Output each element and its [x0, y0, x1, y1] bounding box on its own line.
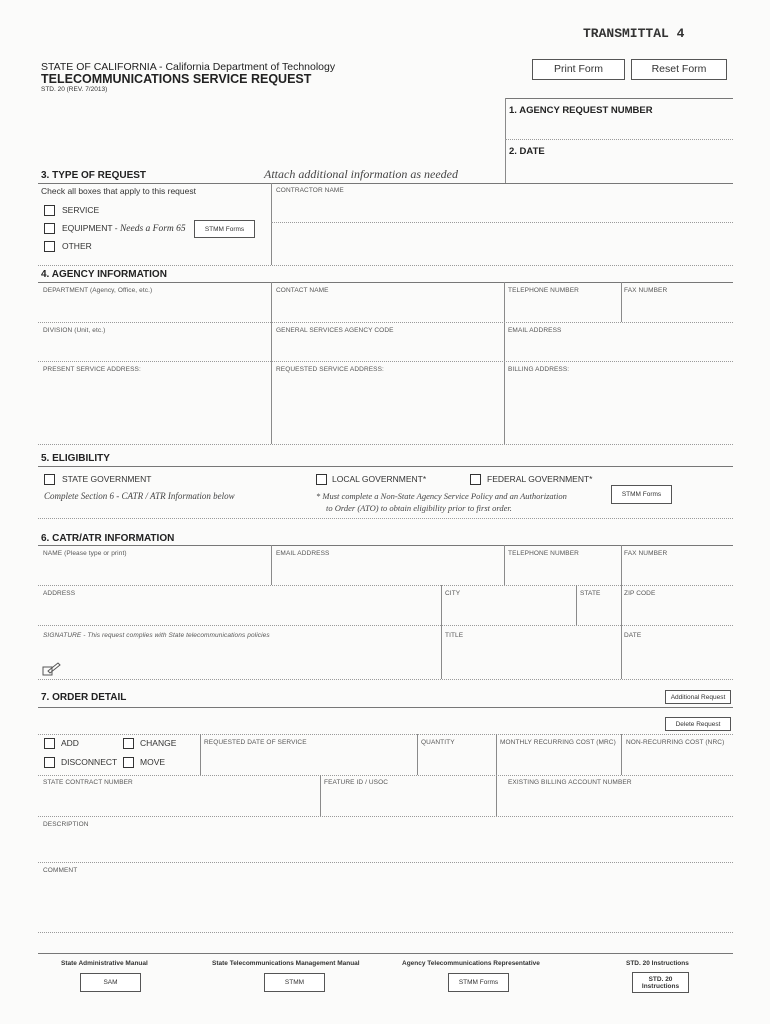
sam-button[interactable]: SAM: [80, 973, 141, 992]
add-checkbox[interactable]: [44, 738, 55, 749]
type-of-request-heading: 3. TYPE OF REQUEST: [41, 170, 147, 181]
reset-form-button[interactable]: Reset Form: [631, 59, 727, 80]
federal-government-checkbox[interactable]: [470, 474, 481, 485]
catr-zip-label: ZIP CODE: [624, 590, 656, 597]
comment-label: COMMENT: [43, 867, 78, 874]
service-checkbox[interactable]: [44, 205, 55, 216]
local-government-checkbox[interactable]: [316, 474, 327, 485]
std20-instructions-line1: STD. 20: [648, 975, 673, 983]
agency-info-heading: 4. AGENCY INFORMATION: [41, 269, 167, 280]
catr-heading: 6. CATR/ATR INFORMATION: [41, 533, 175, 544]
service-label: SERVICE: [62, 205, 100, 215]
present-address-label: PRESENT SERVICE ADDRESS:: [43, 366, 141, 373]
delete-request-button[interactable]: Delete Request: [665, 717, 731, 731]
local-government-label: LOCAL GOVERNMENT*: [332, 474, 427, 484]
department-label: DEPARTMENT (Agency, Office, etc.): [43, 287, 153, 294]
description-label: DESCRIPTION: [43, 821, 89, 828]
complete-section-note: Complete Section 6 - CATR / ATR Information below: [44, 491, 235, 501]
stmm-forms-button[interactable]: STMM Forms: [194, 220, 255, 238]
change-label: CHANGE: [140, 738, 177, 748]
catr-state-label: STATE: [580, 590, 601, 597]
catr-date-label: DATE: [624, 632, 642, 639]
rep-footer-label: Agency Telecommunications Representative: [402, 960, 540, 967]
disconnect-checkbox[interactable]: [44, 757, 55, 768]
gs-agency-code-label: GENERAL SERVICES AGENCY CODE: [276, 327, 394, 334]
stmm-button[interactable]: STMM: [264, 973, 325, 992]
quantity-label: QUANTITY: [421, 739, 455, 746]
state-government-checkbox[interactable]: [44, 474, 55, 485]
billing-address-label: BILLING ADDRESS:: [508, 366, 570, 373]
change-checkbox[interactable]: [123, 738, 134, 749]
mrc-label: MONTHLY RECURRING COST (MRC): [500, 739, 616, 746]
form-title: TELECOMMUNICATIONS SERVICE REQUEST: [41, 72, 312, 86]
eligibility-heading: 5. ELIGIBILITY: [41, 453, 110, 464]
agency-line: STATE OF CALIFORNIA - California Department of Technology: [41, 61, 336, 73]
additional-request-button[interactable]: Additional Request: [665, 690, 731, 704]
form-number: STD. 20 (REV. 7/2013): [41, 86, 108, 93]
move-label: MOVE: [140, 757, 166, 767]
contractor-name-label: CONTRACTOR NAME: [276, 187, 344, 194]
print-form-button[interactable]: Print Form: [532, 59, 625, 80]
equipment-label: [62, 223, 186, 234]
requested-address-label: REQUESTED SERVICE ADDRESS:: [276, 366, 384, 373]
feature-id-label: FEATURE ID / USOC: [324, 779, 389, 786]
catr-title-label: TITLE: [445, 632, 464, 639]
sam-footer-label: State Administrative Manual: [61, 960, 148, 967]
must-complete-note-2: to Order (ATO) to obtain eligibility prior to first order.: [326, 503, 512, 513]
equipment-text: EQUIPMENT -: [62, 223, 120, 233]
contact-name-label: CONTACT NAME: [276, 287, 329, 294]
requested-date-label: REQUESTED DATE OF SERVICE: [204, 739, 307, 746]
disconnect-label: DISCONNECT: [61, 757, 118, 767]
order-detail-heading: 7. ORDER DETAIL: [41, 692, 127, 703]
check-instruction: Check all boxes that apply to this request: [41, 186, 196, 196]
state-government-label: STATE GOVERNMENT: [62, 474, 152, 484]
other-checkbox[interactable]: [44, 241, 55, 252]
catr-name-label: NAME (Please type or print): [43, 550, 127, 557]
rep-stmm-forms-button[interactable]: STMM Forms: [448, 973, 509, 992]
std20-instructions-line2: Instructions: [641, 982, 680, 990]
catr-email-label: EMAIL ADDRESS: [276, 550, 330, 557]
equipment-checkbox[interactable]: [44, 223, 55, 234]
catr-telephone-label: TELEPHONE NUMBER: [508, 550, 579, 557]
catr-address-label: ADDRESS: [43, 590, 76, 597]
contract-number-label: STATE CONTRACT NUMBER: [43, 779, 133, 786]
nrc-label: NON-RECURRING COST (NRC): [626, 739, 725, 746]
must-complete-note-1: * Must complete a Non-State Agency Service Policy and an Authorization: [316, 491, 567, 501]
agency-request-number-label: 1. AGENCY REQUEST NUMBER: [509, 105, 653, 116]
date-label: 2. DATE: [509, 146, 545, 157]
transmittal-label: TRANSMITTAL 4: [583, 26, 685, 41]
move-checkbox[interactable]: [123, 757, 134, 768]
instructions-footer-label: STD. 20 Instructions: [626, 960, 689, 967]
federal-government-label: FEDERAL GOVERNMENT*: [487, 474, 593, 484]
catr-fax-label: FAX NUMBER: [624, 550, 668, 557]
attach-note: Attach additional information as needed: [264, 167, 458, 181]
billing-account-label: EXISTING BILLING ACCOUNT NUMBER: [508, 779, 632, 786]
add-label: ADD: [61, 738, 79, 748]
agency-fax-label: FAX NUMBER: [624, 287, 668, 294]
agency-email-label: EMAIL ADDRESS: [508, 327, 562, 334]
other-label: OTHER: [62, 241, 92, 251]
catr-signature-label: SIGNATURE - This request complies with State telecommunications policies: [43, 632, 270, 639]
catr-city-label: CITY: [445, 590, 461, 597]
division-label: DIVISION (Unit, etc.): [43, 327, 106, 334]
std20-instructions-button[interactable]: [632, 972, 689, 993]
eligibility-stmm-forms-button[interactable]: STMM Forms: [611, 485, 672, 504]
agency-telephone-label: TELEPHONE NUMBER: [508, 287, 579, 294]
stmm-footer-label: State Telecommunications Management Manual: [212, 960, 360, 967]
equipment-note: Needs a Form 65: [119, 224, 186, 234]
